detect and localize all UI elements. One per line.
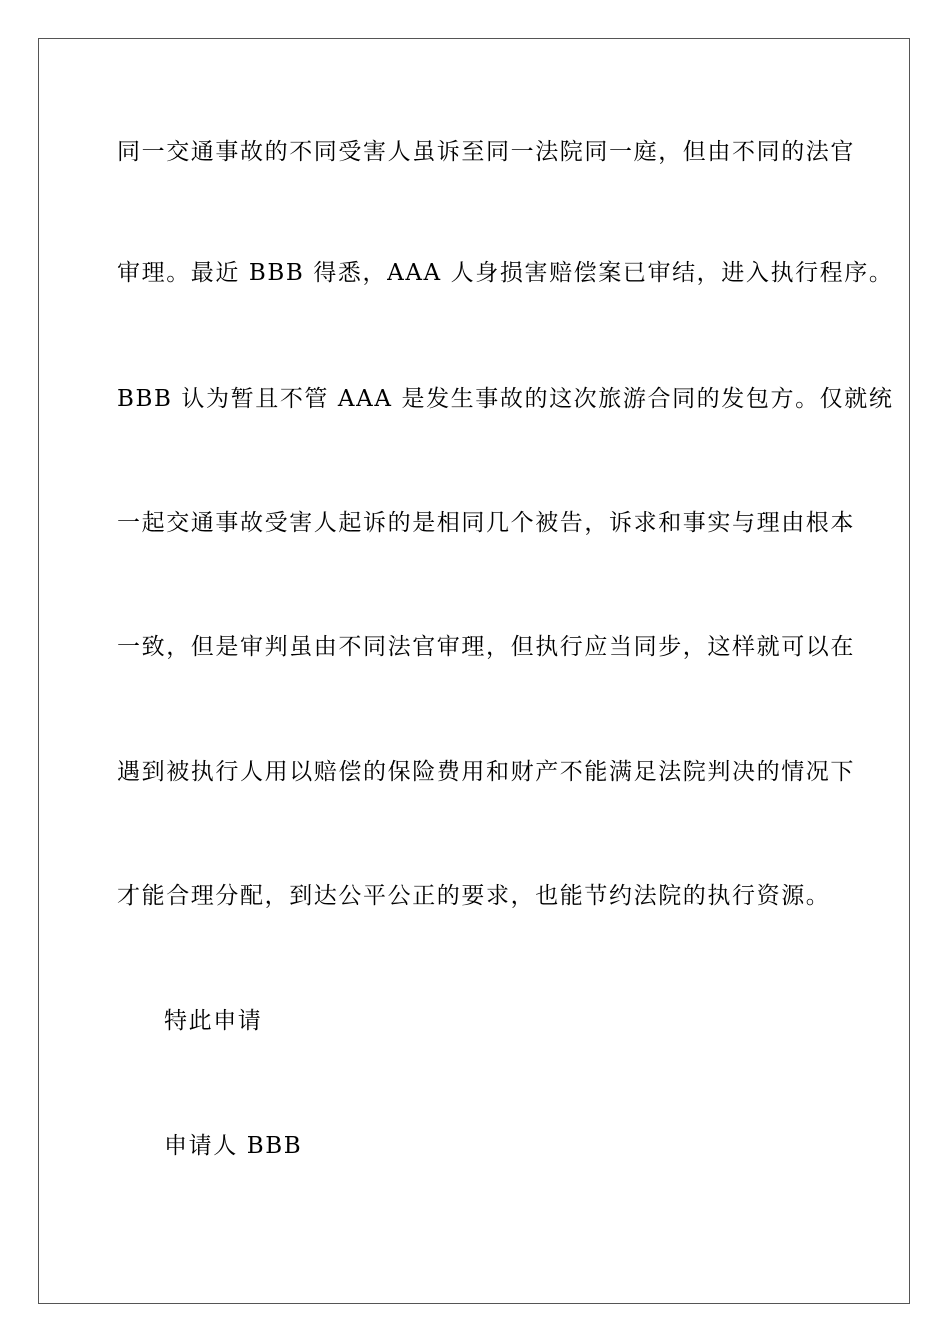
body-line-6: 遇到被执行人用以赔偿的保险费用和财产不能满足法院判决的情况下 — [117, 759, 855, 785]
body-line-7: 才能合理分配，到达公平公正的要求，也能节约法院的执行资源。 — [117, 883, 831, 909]
page-border — [38, 38, 910, 1304]
signature-text: 申请人 BBB — [164, 1133, 303, 1159]
body-line-4: 一起交通事故受害人起诉的是相同几个被告，诉求和事实与理由根本 — [117, 510, 855, 536]
body-line-1: 同一交通事故的不同受害人虽诉至同一法院同一庭，但由不同的法官 — [117, 139, 855, 165]
closing-text: 特此申请 — [164, 1008, 263, 1034]
body-line-5: 一致，但是审判虽由不同法官审理，但执行应当同步，这样就可以在 — [117, 634, 855, 660]
body-line-3: BBB 认为暂且不管 AAA 是发生事故的这次旅游合同的发包方。仅就统 — [117, 386, 894, 412]
body-line-2: 审理。最近 BBB 得悉，AAA 人身损害赔偿案已审结，进入执行程序。 — [117, 260, 894, 286]
